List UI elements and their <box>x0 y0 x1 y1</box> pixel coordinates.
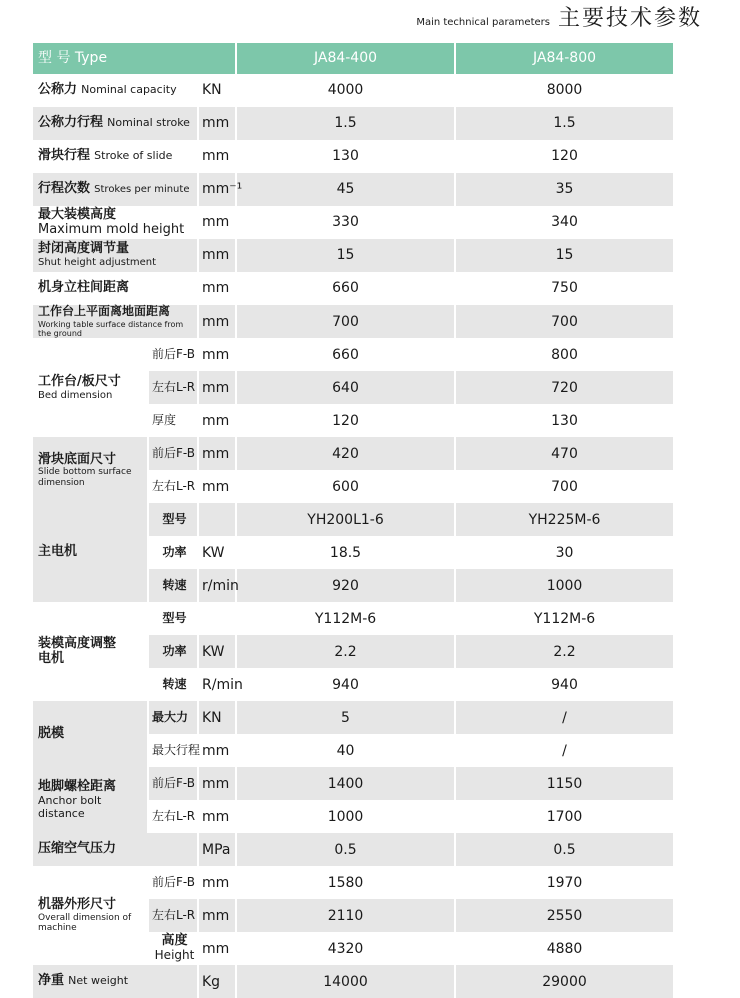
group-label-bed: 工作台/板尺寸 Bed dimension <box>33 338 148 437</box>
value-a: 660 <box>236 272 455 305</box>
value-b: / <box>455 734 674 767</box>
value-b: 4880 <box>455 932 674 965</box>
unit-cell: mm <box>198 470 236 503</box>
value-b: 800 <box>455 338 674 371</box>
group-label-overall: 机器外形尺寸 Overall dimension of machine <box>33 866 148 965</box>
table-row <box>33 602 674 635</box>
value-a: 420 <box>236 437 455 470</box>
param-label: 工作台上平面离地面距离 Working table surface distance from the ground <box>33 305 198 338</box>
value-b: 120 <box>455 140 674 173</box>
unit-cell: mm <box>198 899 236 932</box>
value-b: 2550 <box>455 899 674 932</box>
table-header <box>33 43 674 74</box>
value-b: Y112M-6 <box>455 602 674 635</box>
value-a: 660 <box>236 338 455 371</box>
sub-label: 左右L-R <box>148 800 198 833</box>
unit-cell: r/min <box>198 569 236 602</box>
sub-label: 功率 <box>148 536 198 569</box>
value-a: 5 <box>236 701 455 734</box>
value-a: 330 <box>236 206 455 239</box>
value-a: 1580 <box>236 866 455 899</box>
sub-label: 最大行程 <box>148 734 198 767</box>
group-label-motor: 主电机 <box>33 503 148 602</box>
title-english: Main technical parameters <box>416 17 550 28</box>
unit-cell: mm <box>198 734 236 767</box>
value-a: 700 <box>236 305 455 338</box>
unit-cell: mm <box>198 305 236 338</box>
sub-label: 前后F-B <box>148 866 198 899</box>
table-row <box>33 338 674 371</box>
value-a: 1400 <box>236 767 455 800</box>
param-label: 最大装模高度 Maximum mold height <box>33 206 198 239</box>
unit-cell: mm <box>198 272 236 305</box>
value-a: 45 <box>236 173 455 206</box>
value-b: 700 <box>455 470 674 503</box>
group-label-anchor: 地脚螺栓距离 Anchor bolt distance <box>33 767 148 833</box>
table-row <box>33 437 674 470</box>
header-model-b: JA84-800 <box>455 43 674 74</box>
value-a: 0.5 <box>236 833 455 866</box>
value-b: 940 <box>455 668 674 701</box>
table-row <box>33 866 674 899</box>
value-a: 1.5 <box>236 107 455 140</box>
value-b: 750 <box>455 272 674 305</box>
unit-cell: mm <box>198 932 236 965</box>
sub-label: 左右L-R <box>148 371 198 404</box>
value-b: 720 <box>455 371 674 404</box>
value-a: 2110 <box>236 899 455 932</box>
sub-label: 前后F-B <box>148 437 198 470</box>
unit-cell: mm <box>198 371 236 404</box>
value-a: 120 <box>236 404 455 437</box>
unit-cell: mm⁻¹ <box>198 173 236 206</box>
sub-label: 厚度 <box>148 404 198 437</box>
group-label-demold: 脱模 <box>33 701 148 767</box>
param-label: 封闭高度调节量 Shut height adjustment <box>33 239 198 272</box>
value-a: 130 <box>236 140 455 173</box>
value-b: / <box>455 701 674 734</box>
unit-cell <box>198 503 236 536</box>
value-b: 700 <box>455 305 674 338</box>
unit-cell: mm <box>198 866 236 899</box>
sub-label: 左右L-R <box>148 899 198 932</box>
value-a: 4000 <box>236 74 455 107</box>
sub-label: 转速 <box>148 569 198 602</box>
value-a: 14000 <box>236 965 455 998</box>
table-row <box>33 74 674 107</box>
header-model-a: JA84-400 <box>236 43 455 74</box>
title-chinese: 主要技术参数 <box>557 6 702 31</box>
value-a: Y112M-6 <box>236 602 455 635</box>
value-b: 8000 <box>455 74 674 107</box>
param-label: 机身立柱间距离 <box>33 272 198 305</box>
page-title <box>416 2 702 32</box>
param-label: 净重 Net weight <box>33 965 198 998</box>
table-row <box>33 206 674 239</box>
unit-cell: mm <box>198 140 236 173</box>
value-b: 15 <box>455 239 674 272</box>
table-row <box>33 701 674 734</box>
sub-label: 左右L-R <box>148 470 198 503</box>
unit-cell: mm <box>198 338 236 371</box>
value-b: 35 <box>455 173 674 206</box>
value-a: 640 <box>236 371 455 404</box>
value-a: YH200L1-6 <box>236 503 455 536</box>
table-row <box>33 173 674 206</box>
unit-cell: KW <box>198 635 236 668</box>
table-row <box>33 107 674 140</box>
unit-cell: mm <box>198 206 236 239</box>
table-row <box>33 239 674 272</box>
sub-label: 功率 <box>148 635 198 668</box>
param-label: 滑块行程 Stroke of slide <box>33 140 198 173</box>
value-b: 1000 <box>455 569 674 602</box>
value-b: 30 <box>455 536 674 569</box>
sub-label: 转速 <box>148 668 198 701</box>
unit-cell: Kg <box>198 965 236 998</box>
unit-cell: KW <box>198 536 236 569</box>
value-a: 920 <box>236 569 455 602</box>
value-b: 1700 <box>455 800 674 833</box>
group-label-slide: 滑块底面尺寸 Slide bottom surface dimension <box>33 437 148 503</box>
unit-cell: mm <box>198 800 236 833</box>
value-a: 600 <box>236 470 455 503</box>
value-a: 1000 <box>236 800 455 833</box>
value-b: 1150 <box>455 767 674 800</box>
unit-cell: R/min <box>198 668 236 701</box>
value-b: 29000 <box>455 965 674 998</box>
value-b: 470 <box>455 437 674 470</box>
value-a: 4320 <box>236 932 455 965</box>
unit-cell: mm <box>198 107 236 140</box>
table-row <box>33 767 674 800</box>
unit-cell: MPa <box>198 833 236 866</box>
value-a: 2.2 <box>236 635 455 668</box>
unit-cell: KN <box>198 701 236 734</box>
value-b: 1970 <box>455 866 674 899</box>
unit-cell: mm <box>198 767 236 800</box>
param-label: 压缩空气压力 <box>33 833 198 866</box>
value-a: 18.5 <box>236 536 455 569</box>
unit-cell: mm <box>198 404 236 437</box>
header-type-label: 型 号 Type <box>33 43 236 74</box>
value-b: 1.5 <box>455 107 674 140</box>
value-a: 940 <box>236 668 455 701</box>
table-row <box>33 833 674 866</box>
table-row <box>33 140 674 173</box>
param-label: 行程次数 Strokes per minute <box>33 173 198 206</box>
table-row <box>33 305 674 338</box>
table-row <box>33 503 674 536</box>
value-b: 340 <box>455 206 674 239</box>
unit-cell: KN <box>198 74 236 107</box>
value-b: 130 <box>455 404 674 437</box>
sub-label: 最大力 <box>148 701 198 734</box>
sub-label: 高度 Height <box>148 932 198 965</box>
sub-label: 前后F-B <box>148 767 198 800</box>
spec-table <box>33 43 675 998</box>
group-label-adjust-motor: 装模高度调整 电机 <box>33 602 148 701</box>
param-label: 公称力 Nominal capacity <box>33 74 198 107</box>
unit-cell: mm <box>198 239 236 272</box>
value-b: 0.5 <box>455 833 674 866</box>
param-label: 公称力行程 Nominal stroke <box>33 107 198 140</box>
unit-cell: mm <box>198 437 236 470</box>
sub-label: 前后F-B <box>148 338 198 371</box>
value-a: 15 <box>236 239 455 272</box>
value-b: YH225M-6 <box>455 503 674 536</box>
value-b: 2.2 <box>455 635 674 668</box>
sub-label: 型号 <box>148 602 198 635</box>
table-row <box>33 272 674 305</box>
value-a: 40 <box>236 734 455 767</box>
table-row <box>33 965 674 998</box>
unit-cell <box>198 602 236 635</box>
sub-label: 型号 <box>148 503 198 536</box>
